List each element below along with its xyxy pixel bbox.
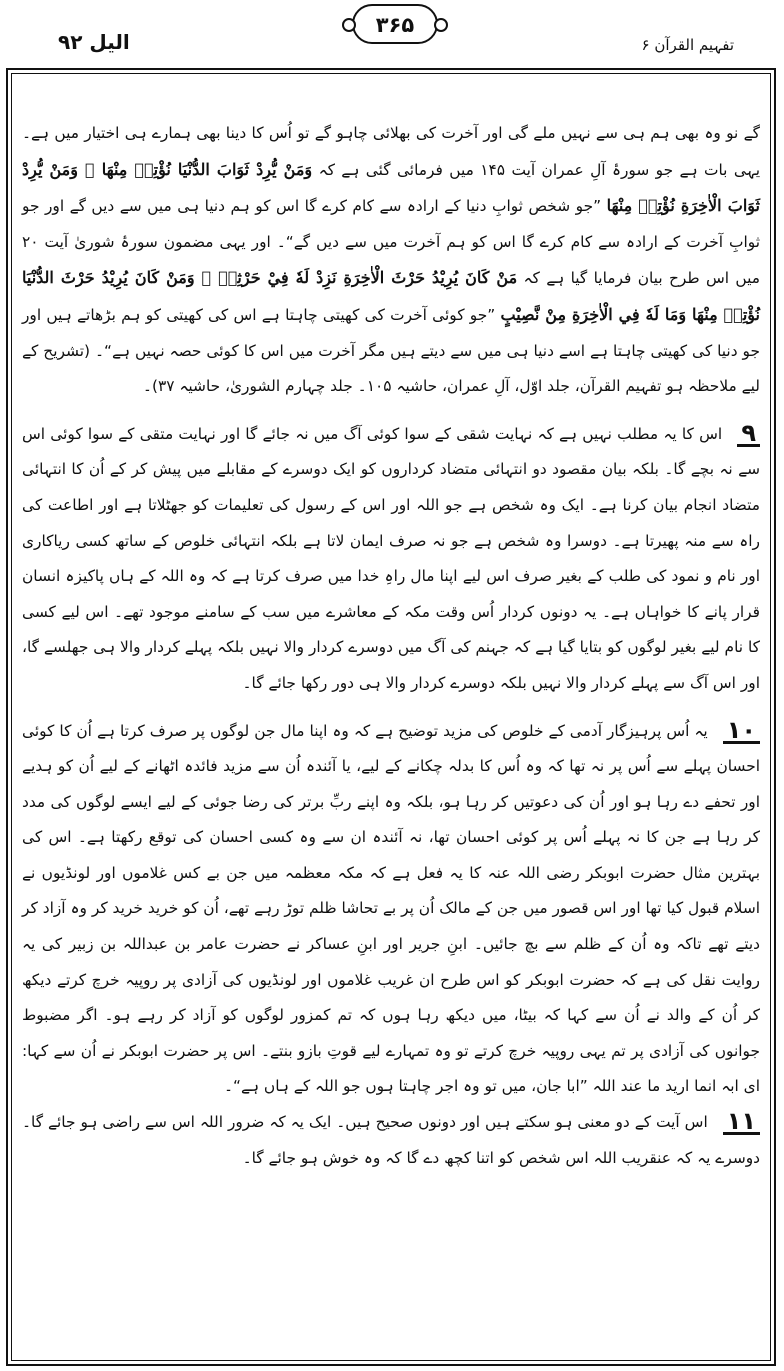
quran-verse-text: وَمَنْ يُّرِدْ ثَوَابَ الدُّنْيَا نُؤْتِهٖ مِنْهَا ۚ وَمَنْ يُّرِدْ ثَوَابَ الْاٰخِرَةِ نُؤْتِهٖ مِنْهَا	[22, 159, 760, 216]
note-11	[22, 1105, 760, 1176]
note-number: ۱۱	[723, 1110, 760, 1135]
paragraph-text: یہ اُس پرہیزگار آدمی کے خلوص کی مزید توضیح ہے کہ وہ اپنا مال جن لوگوں پر صرف کرتا ہے اُن کا کوئی احسان پہلے سے اُس پر نہ تھا کہ وہ اُس کا بدلہ چکانے کے لیے، یا آئندہ اُن سے مزید فائدہ اٹھانے کے لیے اُن کو ہدیے اور تحفے دے رہا ہو اور اُن کی دعوتیں کر رہا ہو، بلکہ وہ اپنے ربِّ برتر کی رضا جوئی کے لیے ایسے لوگوں کی مدد کر رہا ہے جن کا نہ پہلے اُس پر کوئی احسان تھا، نہ آئندہ ان سے وہ کسی احسان کی توقع رکھتا ہے۔ اس کی بہترین مثال حضرت ابوبکر رضی اللہ عنہ کا یہ فعل ہے کہ مکہ معظمہ میں جن بے کس غلاموں اور لونڈیوں نے اسلام قبول کیا تھا اور اس قصور میں جن کے مالک اُن پر بے تحاشا ظلم توڑ رہے تھے، اُن کو خرید خرید کر وہ آزاد کر دیتے تھے تاکہ وہ اُن کے ظلم سے بچ جائیں۔ ابنِ جریر اور ابنِ عساکر نے حضرت عامر بن عبداللہ بن زبیر کی یہ روایت نقل کی ہے کہ حضرت ابوبکر کو اس طرح ان غریب غلاموں اور لونڈیوں کی آزادی پر روپیہ خرچ کرتے دیکھ کر اُن کے والد نے اُن سے کہا کہ بیٹا، میں دیکھ رہا ہوں کہ تم کمزور لوگوں کو آزاد کر رہے ہو۔ اگر مضبوط جوانوں کی آزادی پر تم یہی روپیہ خرچ کرتے تو وہ تمہارے لیے قوتِ بازو بنتے۔ اس پر حضرت ابوبکر نے اُن سے کہا: ای ابہ انما ارید ما عند اللہ ”ابا جان، میں تو وہ اجر چاہتا ہوں جو اللہ کے ہاں ہے“۔	[22, 721, 760, 1096]
paragraph-text: ”جو شخص ثوابِ دنیا کے ارادہ سے کام کرے گا اس کو ہم دنیا ہی میں سے دیں گے اور جو ثوابِ آخرت کے ارادہ سے کام کرے گا اس کو ہم آخرت میں سے دیں گے“۔ اور یہی مضمون سورۂ شوریٰ آیت ۲۰ میں اس طرح بیان فرمایا گیا ہے کہ	[22, 197, 760, 288]
book-title: تفہیم القرآن ۶	[641, 36, 734, 54]
paragraph-text: اس آیت کے دو معنی ہو سکتے ہیں اور دونوں صحیح ہیں۔ ایک یہ کہ ضرور اللہ اس سے راضی ہو جائے گا۔ دوسرے یہ کہ عنقریب اللہ اس شخص کو اتنا کچھ دے گا کہ وہ خوش ہو جائے گا۔	[22, 1113, 760, 1167]
quran-verse-text: مَنْ كَانَ يُرِيْدُ حَرْثَ الْاٰخِرَةِ نَزِدْ لَهٗ فِيْ حَرْثِهٖ ۚ وَمَنْ كَانَ يُرِيْدُ حَرْثَ الدُّنْيَا نُؤْتِهٖ مِنْهَا وَمَا لَهٗ فِي الْاٰخِرَةِ مِنْ نَّصِيْبٍ	[22, 268, 760, 324]
commentary-body	[22, 116, 760, 1176]
paragraph-text: ”جو کوئی آخرت کی کھیتی چاہتا ہے اس کی کھیتی کو ہم بڑھاتے ہیں اور جو دنیا کی کھیتی چاہتا ہے اسے دنیا ہی میں سے دیتے ہیں مگر آخرت میں اس کا کوئی حصہ نہیں ہے“۔ (تشریح کے لیے ملاحظہ ہو تفہیم القرآن، جلد اوّل، آلِ عمران، حاشیہ ۱۰۵۔ جلد چہارم الشوریٰ، حاشیہ ۳۷)۔	[22, 305, 760, 396]
note-number: ۱۰	[723, 719, 760, 744]
page-header	[0, 0, 784, 70]
paragraph-text: گے نو وہ بھی ہم ہی سے نہیں ملے گی اور آخرت کی بھلائی چاہو گے تو اُس کا دینا بھی ہمارے ہی اختیار میں ہے۔ یہی بات ہے جو سورۂ آلِ عمران آیت ۱۴۵ میں فرمائی گئی ہے کہ	[22, 124, 760, 179]
note-10	[22, 714, 760, 1106]
note-9	[22, 417, 760, 702]
paragraph-text: اس کا یہ مطلب نہیں ہے کہ نہایت شقی کے سوا کوئی آگ میں نہ جائے گا اور نہایت متقی کے سوا کوئی اس سے نہ بچے گا۔ بلکہ بیان مقصود دو انتہائی متضاد کرداروں کو ایک دوسرے کے مقابلے میں پیش کر کے اُن کا انتہائی متضاد انجام بیان کرنا ہے۔ ایک وہ شخص ہے جو اللہ اور اس کے رسول کی تعلیمات کو جھٹلاتا ہے اور اطاعت کی راہ سے منہ پھیرتا ہے۔ دوسرا وہ شخص ہے جو نہ صرف ایمان لاتا ہے بلکہ انتہائی خلوص کے ساتھ کسی ریاکاری اور نام و نمود کی طلب کے بغیر صرف اس لیے اپنا مال راہِ خدا میں صرف کرتا ہے کہ وہ اللہ کے ہاں پاکیزہ انسان قرار پانے کا خواہاں ہے۔ یہ دونوں کردار اُس وقت مکہ کے معاشرے میں سب کے سامنے موجود تھے۔ اس لیے کسی کا نام لیے بغیر لوگوں کو بتایا گیا ہے کہ جہنم کی آگ میں دوسرے کردار والا نہیں بلکہ پہلے کردار والا ہی جھلسے گا، اور اس آگ سے پہلے کردار والا نہیں بلکہ دوسرے کردار والا ہی دور رکھا جائے گا۔	[22, 424, 760, 692]
note-number: ۹	[737, 422, 760, 447]
page-number-badge: ۳۶۵	[352, 4, 438, 44]
surah-label: الیل ۹۲	[58, 30, 130, 54]
note-continuation	[22, 116, 760, 405]
